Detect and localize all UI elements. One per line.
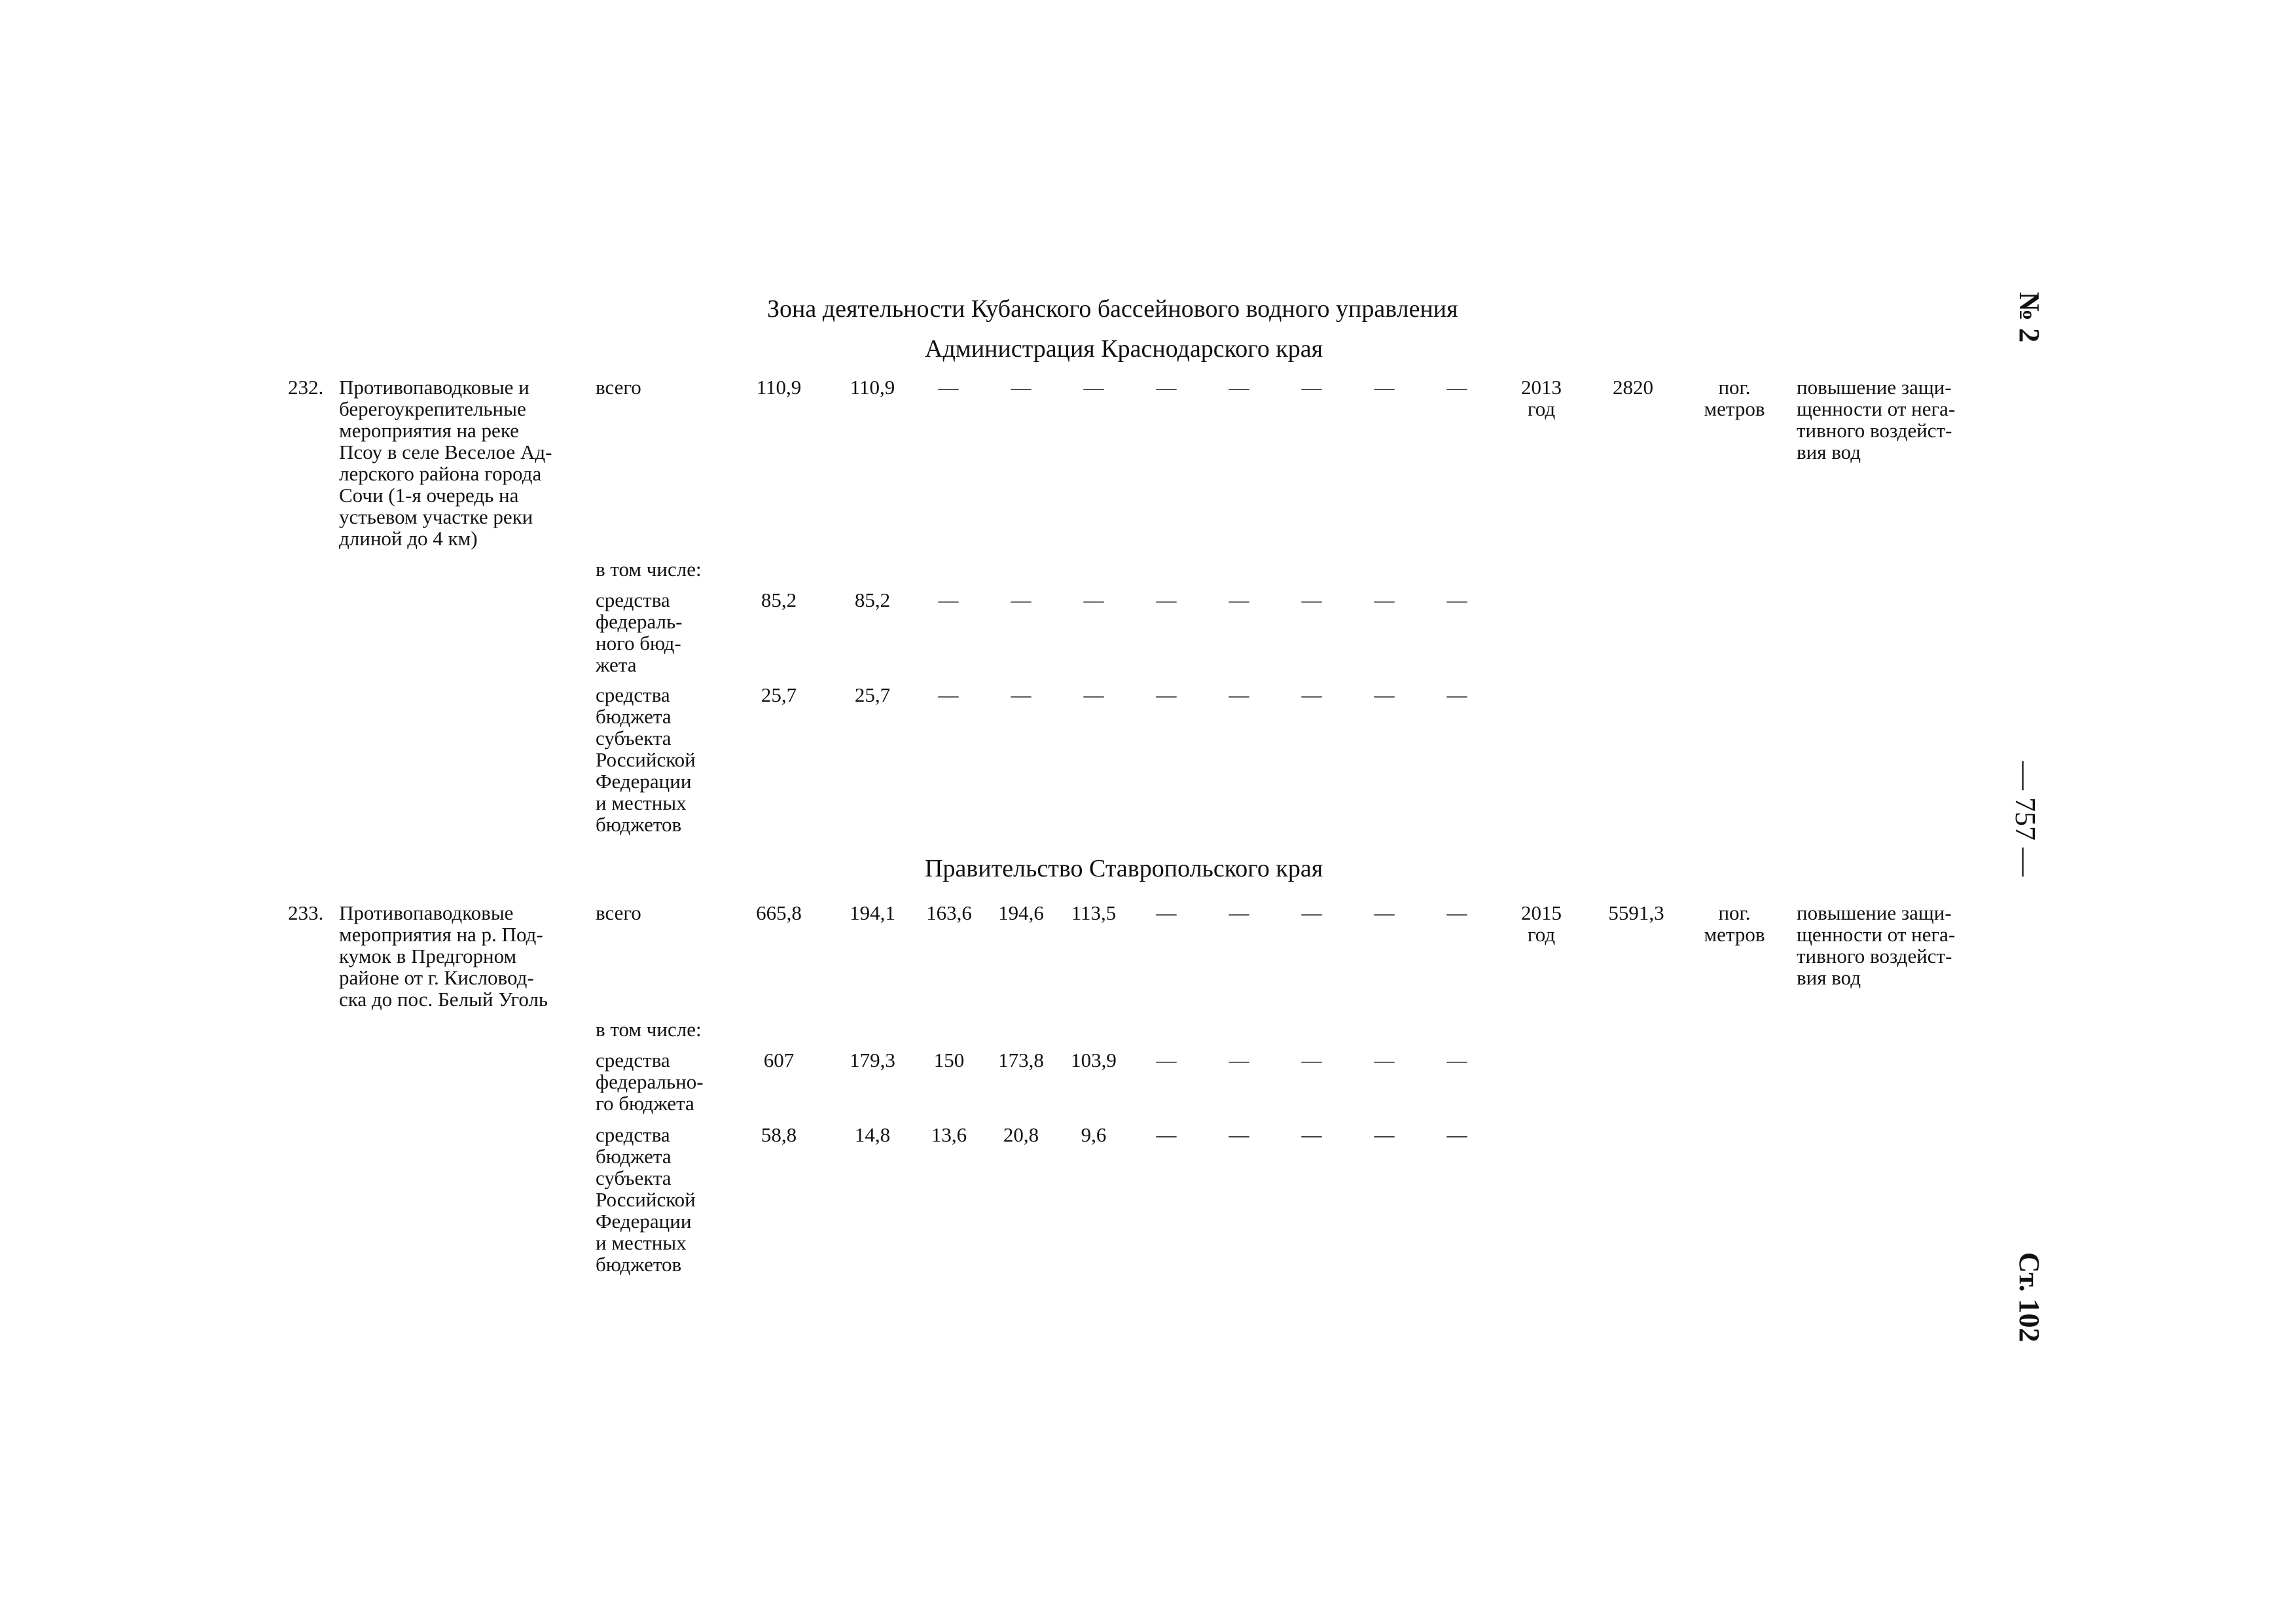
year-value: 9,6 [1081, 1123, 1107, 1146]
year-value: — [1301, 901, 1322, 924]
item-number: 233. [288, 901, 324, 924]
year-value: — [1156, 1123, 1177, 1146]
year-value: — [1374, 588, 1395, 611]
capacity-unit: пог. метров [1704, 901, 1765, 946]
year-value: — [938, 376, 959, 399]
article-number: Ст. 102 [2013, 1252, 2045, 1343]
year-value: — [1301, 376, 1322, 399]
funding-source: средства бюджета субъекта Российской Федерации и местных бюджетов [596, 683, 696, 836]
funding-source: всего [596, 376, 641, 399]
year-value: — [1446, 376, 1467, 399]
year-value: — [1011, 588, 1031, 611]
year-value: — [1374, 1049, 1395, 1072]
year-value: — [1301, 588, 1322, 611]
year-value: — [1083, 376, 1104, 399]
total-value: 110,9 [756, 376, 802, 399]
completion-year: 2015 год [1521, 901, 1562, 946]
year-value: — [1011, 683, 1031, 706]
year-value: 25,7 [854, 683, 891, 706]
funding-source: всего [596, 901, 641, 924]
year-value: — [1229, 901, 1249, 924]
total-value: 58,8 [761, 1123, 797, 1146]
year-value: 150 [933, 1049, 965, 1072]
year-value: — [1446, 901, 1467, 924]
year-value: — [1229, 683, 1249, 706]
year-value: — [1156, 376, 1177, 399]
year-value: — [1156, 901, 1177, 924]
year-value: 179,3 [850, 1049, 895, 1072]
year-value: 20,8 [1003, 1123, 1039, 1146]
year-value: — [1229, 1123, 1249, 1146]
year-value: — [1446, 683, 1467, 706]
year-value: 13,6 [931, 1123, 967, 1146]
expected-result: повышение защи- щенности от нега- тивного воздейст- вия вод [1797, 901, 1956, 989]
year-value: — [1229, 1049, 1249, 1072]
year-value: — [1374, 683, 1395, 706]
item-description: Противопаводковые и берегоукрепительные мероприятия на реке Псоу в селе Веселое Ад- лерского района города Сочи (1-я очередь на устьевом участке реки длиной до 4 км) [339, 376, 552, 550]
year-value: — [1083, 588, 1104, 611]
year-value: — [938, 683, 959, 706]
capacity-value: 5591,3 [1608, 901, 1664, 924]
page-number: — 757 — [2009, 761, 2041, 876]
funding-source: в том числе: [596, 558, 702, 581]
year-value: — [1229, 376, 1249, 399]
total-value: 665,8 [756, 901, 802, 924]
funding-source: средства федераль- ного бюд- жета [596, 588, 683, 676]
funding-source: средства бюджета субъекта Российской Федерации и местных бюджетов [596, 1123, 696, 1276]
year-value: 163,6 [926, 901, 972, 924]
year-value: — [1301, 683, 1322, 706]
year-value: — [1301, 1049, 1322, 1072]
year-value: — [1374, 376, 1395, 399]
year-value: — [938, 588, 959, 611]
year-value: — [1301, 1123, 1322, 1146]
funding-source: средства федерально- го бюджета [596, 1049, 704, 1115]
year-value: — [1156, 588, 1177, 611]
capacity-value: 2820 [1613, 376, 1653, 399]
year-value: — [1374, 1123, 1395, 1146]
year-value: 194,1 [850, 901, 895, 924]
issue-number: № 2 [2013, 292, 2045, 343]
capacity-unit: пог. метров [1704, 376, 1765, 420]
year-value: — [1374, 901, 1395, 924]
year-value: — [1229, 588, 1249, 611]
expected-result: повышение защи- щенности от нега- тивного воздейст- вия вод [1797, 376, 1956, 463]
year-value: 14,8 [854, 1123, 891, 1146]
year-value: 110,9 [850, 376, 895, 399]
section-title: Правительство Ставропольского края [925, 855, 1323, 882]
item-number: 232. [288, 376, 324, 399]
year-value: 103,9 [1071, 1049, 1117, 1072]
year-value: 85,2 [854, 588, 891, 611]
year-value: 173,8 [998, 1049, 1044, 1072]
section-title: Администрация Краснодарского края [925, 335, 1323, 363]
total-value: 85,2 [761, 588, 797, 611]
year-value: 113,5 [1071, 901, 1117, 924]
year-value: — [1446, 1049, 1467, 1072]
zone-title: Зона деятельности Кубанского бассейнового водного управления [767, 295, 1458, 323]
year-value: — [1446, 588, 1467, 611]
total-value: 25,7 [761, 683, 797, 706]
completion-year: 2013 год [1521, 376, 1562, 420]
year-value: — [1156, 683, 1177, 706]
year-value: — [1446, 1123, 1467, 1146]
funding-source: в том числе: [596, 1018, 702, 1041]
total-value: 607 [763, 1049, 795, 1072]
year-value: — [1083, 683, 1104, 706]
year-value: — [1011, 376, 1031, 399]
item-description: Противопаводковые мероприятия на р. Под- кумок в Предгорном районе от г. Кисловод- ска до пос. Белый Уголь [339, 901, 548, 1011]
year-value: 194,6 [998, 901, 1044, 924]
year-value: — [1156, 1049, 1177, 1072]
